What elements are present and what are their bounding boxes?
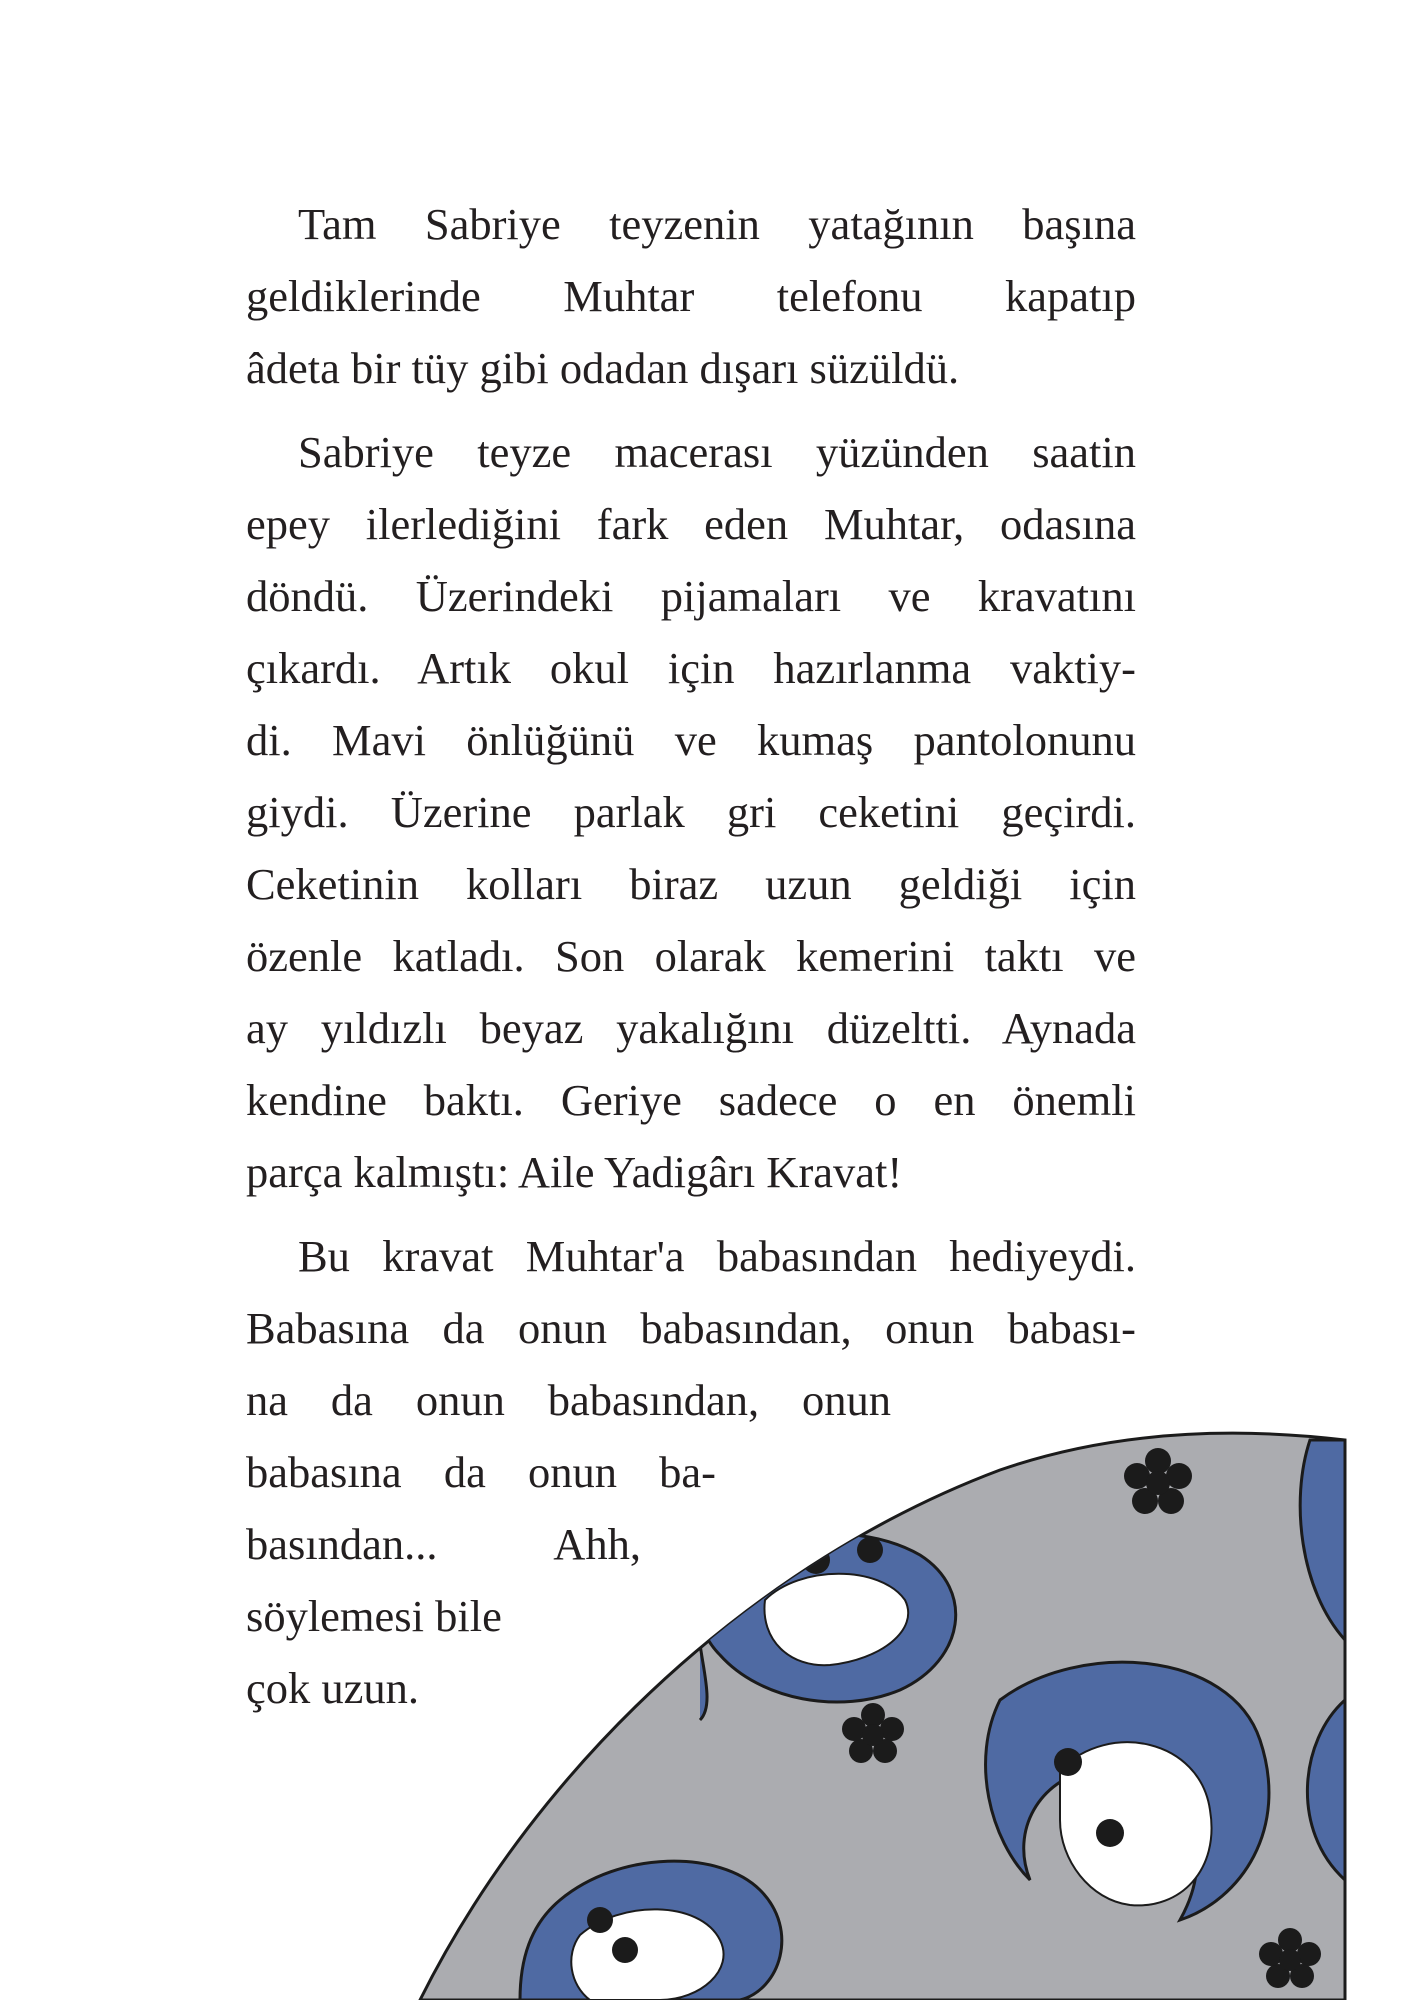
text-line: di. Mavi önlüğünü ve kumaş pantolonunu [246, 715, 1136, 765]
text-line: Sabriye teyze macerası yüzünden saatin [298, 427, 1136, 477]
text-line: Babasına da onun babasından, onun babası- [246, 1303, 1136, 1353]
text-line: Ceketinin kolları biraz uzun geldiği için [246, 859, 1136, 909]
text-line: çıkardı. Artık okul için hazırlanma vaktiy- [246, 643, 1136, 693]
paragraph [246, 1220, 1136, 1724]
text-line: özenle katladı. Son olarak kemerini taktı ve [246, 931, 1136, 981]
text-line: Bu kravat Muhtar'a babasından hediyeydi. [298, 1231, 1136, 1281]
text-line: giydi. Üzerine parlak gri ceketini geçirdi. [246, 787, 1136, 837]
paragraph [246, 188, 1136, 404]
text-line: Tam Sabriye teyzenin yatağının başına [298, 199, 1136, 249]
text-line: babasına da onun ba- [246, 1447, 716, 1497]
text-line: epey ilerlediğini fark eden Muhtar, odasına [246, 499, 1136, 549]
text-line: geldiklerinde Muhtar telefonu kapatıp [246, 271, 1136, 321]
text-line: çok uzun. [246, 1663, 420, 1713]
text-line: na da onun babasından, onun [246, 1375, 891, 1425]
story-text [246, 188, 1136, 1724]
text-line: döndü. Üzerindeki pijamaları ve kravatını [246, 571, 1136, 621]
paragraph [246, 416, 1136, 1208]
text-line: kendine baktı. Geriye sadece o en önemli [246, 1075, 1136, 1125]
text-line: parça kalmıştı: Aile Yadigârı Kravat! [246, 1147, 903, 1197]
text-line: söylemesi bile [246, 1591, 502, 1641]
text-line: ay yıldızlı beyaz yakalığını düzeltti. Aynada [246, 1003, 1136, 1053]
text-line: âdeta bir tüy gibi odadan dışarı süzüldü. [246, 343, 960, 393]
text-line: basından... Ahh, [246, 1519, 641, 1569]
